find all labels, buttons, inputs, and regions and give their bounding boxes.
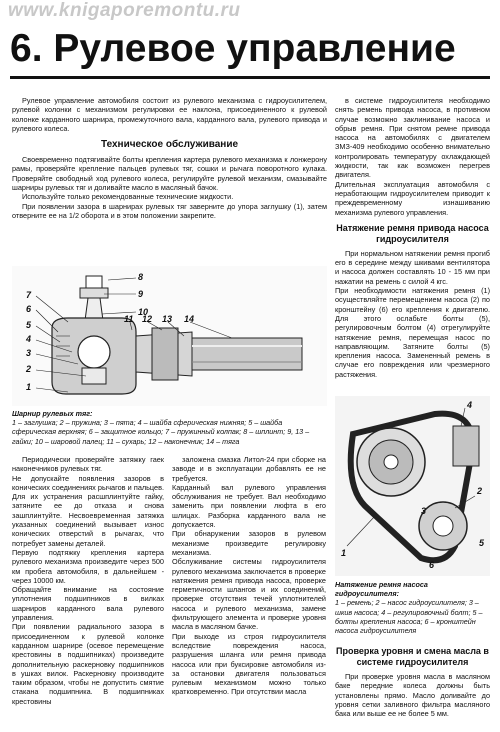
callout-8: 8 (138, 272, 144, 282)
tie-rod-joint-drawing (12, 266, 327, 406)
watermark: www.knigaporemontu.ru (8, 0, 241, 21)
title-rule (10, 76, 490, 79)
callout-13: 13 (162, 314, 173, 324)
column-left (12, 455, 164, 727)
maintenance-paragraph-1: Своевременно подтягивайте болты крепления картера рулевого механизма к лонжерону рамы, проверяйте крепление пальцев рулевых тяг, сошки и рычага поворотного кулака. Проверяйте свободный ход рулевого колеса, регулируйте рулевой механизм, смазывайте шарниры рулевых тяг и доливайте масло в масляный бачок. (12, 155, 327, 193)
callout-9: 9 (138, 289, 144, 299)
right-column-text: в системе гидроусилителя необходимо снять ремень привода насоса, в противном случае возможно заклинивание насоса и обрыв ремня. При снятом ремне привода насоса на автомобилях с двигателем ЗМЗ-409 необходимо особенно внимательно контролировать температуру охлаждающей жидкости, так как возможен перегрев двигателя. Длительная эксплуатация автомобиля с неработающим гидроусилителем приводит к преждевременному изнашиванию механизма рулевого управления. (335, 96, 490, 217)
callout-11: 11 (124, 314, 134, 324)
callout-10: 10 (138, 307, 149, 317)
callout-5: 5 (26, 320, 32, 330)
column-right-top (335, 96, 490, 379)
belt-tension-drawing (335, 396, 490, 576)
chapter-title: 6. Рулевое управление (10, 27, 456, 70)
section-heading-oil-level: Проверка уровня и смена масла в системе гидроусилителя (336, 646, 489, 667)
left-column-text: Периодически проверяйте затяжку гаек наконечников рулевых тяг. Не допускайте появления зазоров в конических соединениях рычагов и пальцев. Для их устранения расшплинтуйте гайку, затяните ее до отказа и снова зашплинтуйте. Несвоевременная затяжка указанных соединений вызывает износ конических отверстий в рычагах, что потребует замены деталей. Первую подтяжку крепления картера рулевого механизма произведите через 500 км пробега автомобиля, в дальнейшем - через 10000 км. Обращайте внимание на состояние уплотнения подшипников в вилках шарниров карданного вала рулевого управления. При появлении радиального зазора в присоединенном к рулевой колонке карданном шарнире (осевое перемещение крестовины в подшипниках) произведите дополнительную раскерновку подшипников в ушках вилок. Раскерновку производите таким образом, чтобы не допустить смятие стакана подшипника. В подшипниках крестовины (12, 455, 164, 706)
belt-callout-1: 1 (341, 548, 347, 558)
callout-6: 6 (26, 304, 32, 314)
middle-column-text: заложена смазка Литол-24 при сборке на заводе и в эксплуатации добавлять ее не требуется. Карданный вал рулевого управления обслуживания не требует. Вал необходимо заменить при появлении люфта в его шлицах. Разборка карданного вала не допускается. При обнаружении зазоров в рулевом механизме произведите регулировку механизма. Обслуживание системы гидроусилителя рулевого механизма заключается в проверке натяжения ремня привода насоса, проверке герметичности шлангов и их соединений, проверке отсутствия течей уплотнителей насоса и рулевого механизма, замене фильтрующего элемента и проверке уровня масла в масляном бачке. При выходе из строя гидроусилителя вследствие повреждения насоса, разрушения шланга или ремня привода насоса или при буксировке автомобиля из-за остановки двигателя пользоваться рулевым механизмом можно только кратковременно. При отсутствии масла (172, 455, 326, 697)
figure-belt-tension (335, 396, 490, 576)
oil-level-text: При проверке уровня масла в масляном баке передние колеса должны быть установлены прямо. Масло доливайте до уровня сетки заливного фильтра масляного бака или выше ее не более 5 мм. (335, 672, 490, 719)
figure1-caption (12, 409, 327, 449)
intro-paragraph: Рулевое управление автомобиля состоит из рулевого механизма с гидроусилителем, рулевой колонки с механизмом регулировки ее наклона, присоединенного к рулевой колонке карданного шарнира, промежуточного вала, карданного вала, рулевого привода и рулевого колеса. (12, 96, 327, 133)
maintenance-paragraph-3: При появлении зазора в шарнирах рулевых тяг заверните до упора заглушку (1), затем отверните ее на 1/2 оборота и в этом положении закрепите. (12, 201, 327, 220)
callout-1: 1 (26, 382, 32, 392)
section-heading-maintenance: Техническое обслуживание (100, 139, 239, 151)
figure1-caption-text: 1 – заглушка; 2 – пружина; 3 – пята; 4 – шайба сферическая нижняя; 5 – шайба сферическая верхняя; 6 – защитное кольцо; 7 – пружинный колпак; 8 – шплинт; 9, 13 – гайки; 10 – шаровой палец; 11 – сухарь; 12 – наконечник; 14 – тяга (12, 418, 310, 446)
figure2-caption-title: Натяжение ремня насоса гидроусилителя: (335, 580, 428, 599)
figure2-caption-text: 1 – ремень; 2 – насос гидроусилителя; 3 – шкив насоса; 4 – регулировочный болт; 5 – болты крепления насоса; 6 – кронштейн насоса гидроусилителя (335, 598, 483, 636)
column-middle (172, 455, 326, 727)
belt-callout-5: 5 (479, 538, 485, 548)
callout-3: 3 (26, 348, 32, 358)
belt-callout-2: 2 (477, 486, 483, 496)
callout-2: 2 (26, 364, 32, 374)
intro-block (12, 96, 327, 270)
belt-callout-4: 4 (467, 400, 473, 410)
callout-14: 14 (184, 314, 195, 324)
column-right-bottom (335, 646, 490, 728)
callout-12: 12 (142, 314, 153, 324)
belt-callout-3: 3 (421, 506, 427, 516)
maintenance-paragraph-2: Используйте только рекомендованные технические жидкости. (22, 192, 234, 202)
callout-4: 4 (26, 334, 32, 344)
belt-tension-text: При нормальном натяжении ремня прогиб его в середине между шкивами вентилятора и насоса должен составлять 10 - 15 мм при нажатии на ремень с силой 4 кгс. При необходимости натяжения ремня (1) осуществляйте перемещением насоса (2) по кронштейну (6) его крепления к двигателю. Для этого ослабьте болты (5), регулировочным болтом (4) отрегулируйте натяжение ремня, перемещая насос по направляющим. Затяните болты (5) крепления насоса. Замененный ремень в случае его повреждения или чрезмерного растяжения. (335, 248, 490, 379)
figure1-caption-title: Шарнир рулевых тяг: (12, 409, 93, 418)
section-heading-belt-tension: Натяжение ремня привода насоса гидроусилителя (336, 222, 489, 244)
figure-tie-rod-joint (12, 266, 327, 406)
figure2-caption (335, 580, 490, 640)
belt-callout-6: 6 (429, 560, 435, 570)
callout-7: 7 (26, 290, 32, 300)
